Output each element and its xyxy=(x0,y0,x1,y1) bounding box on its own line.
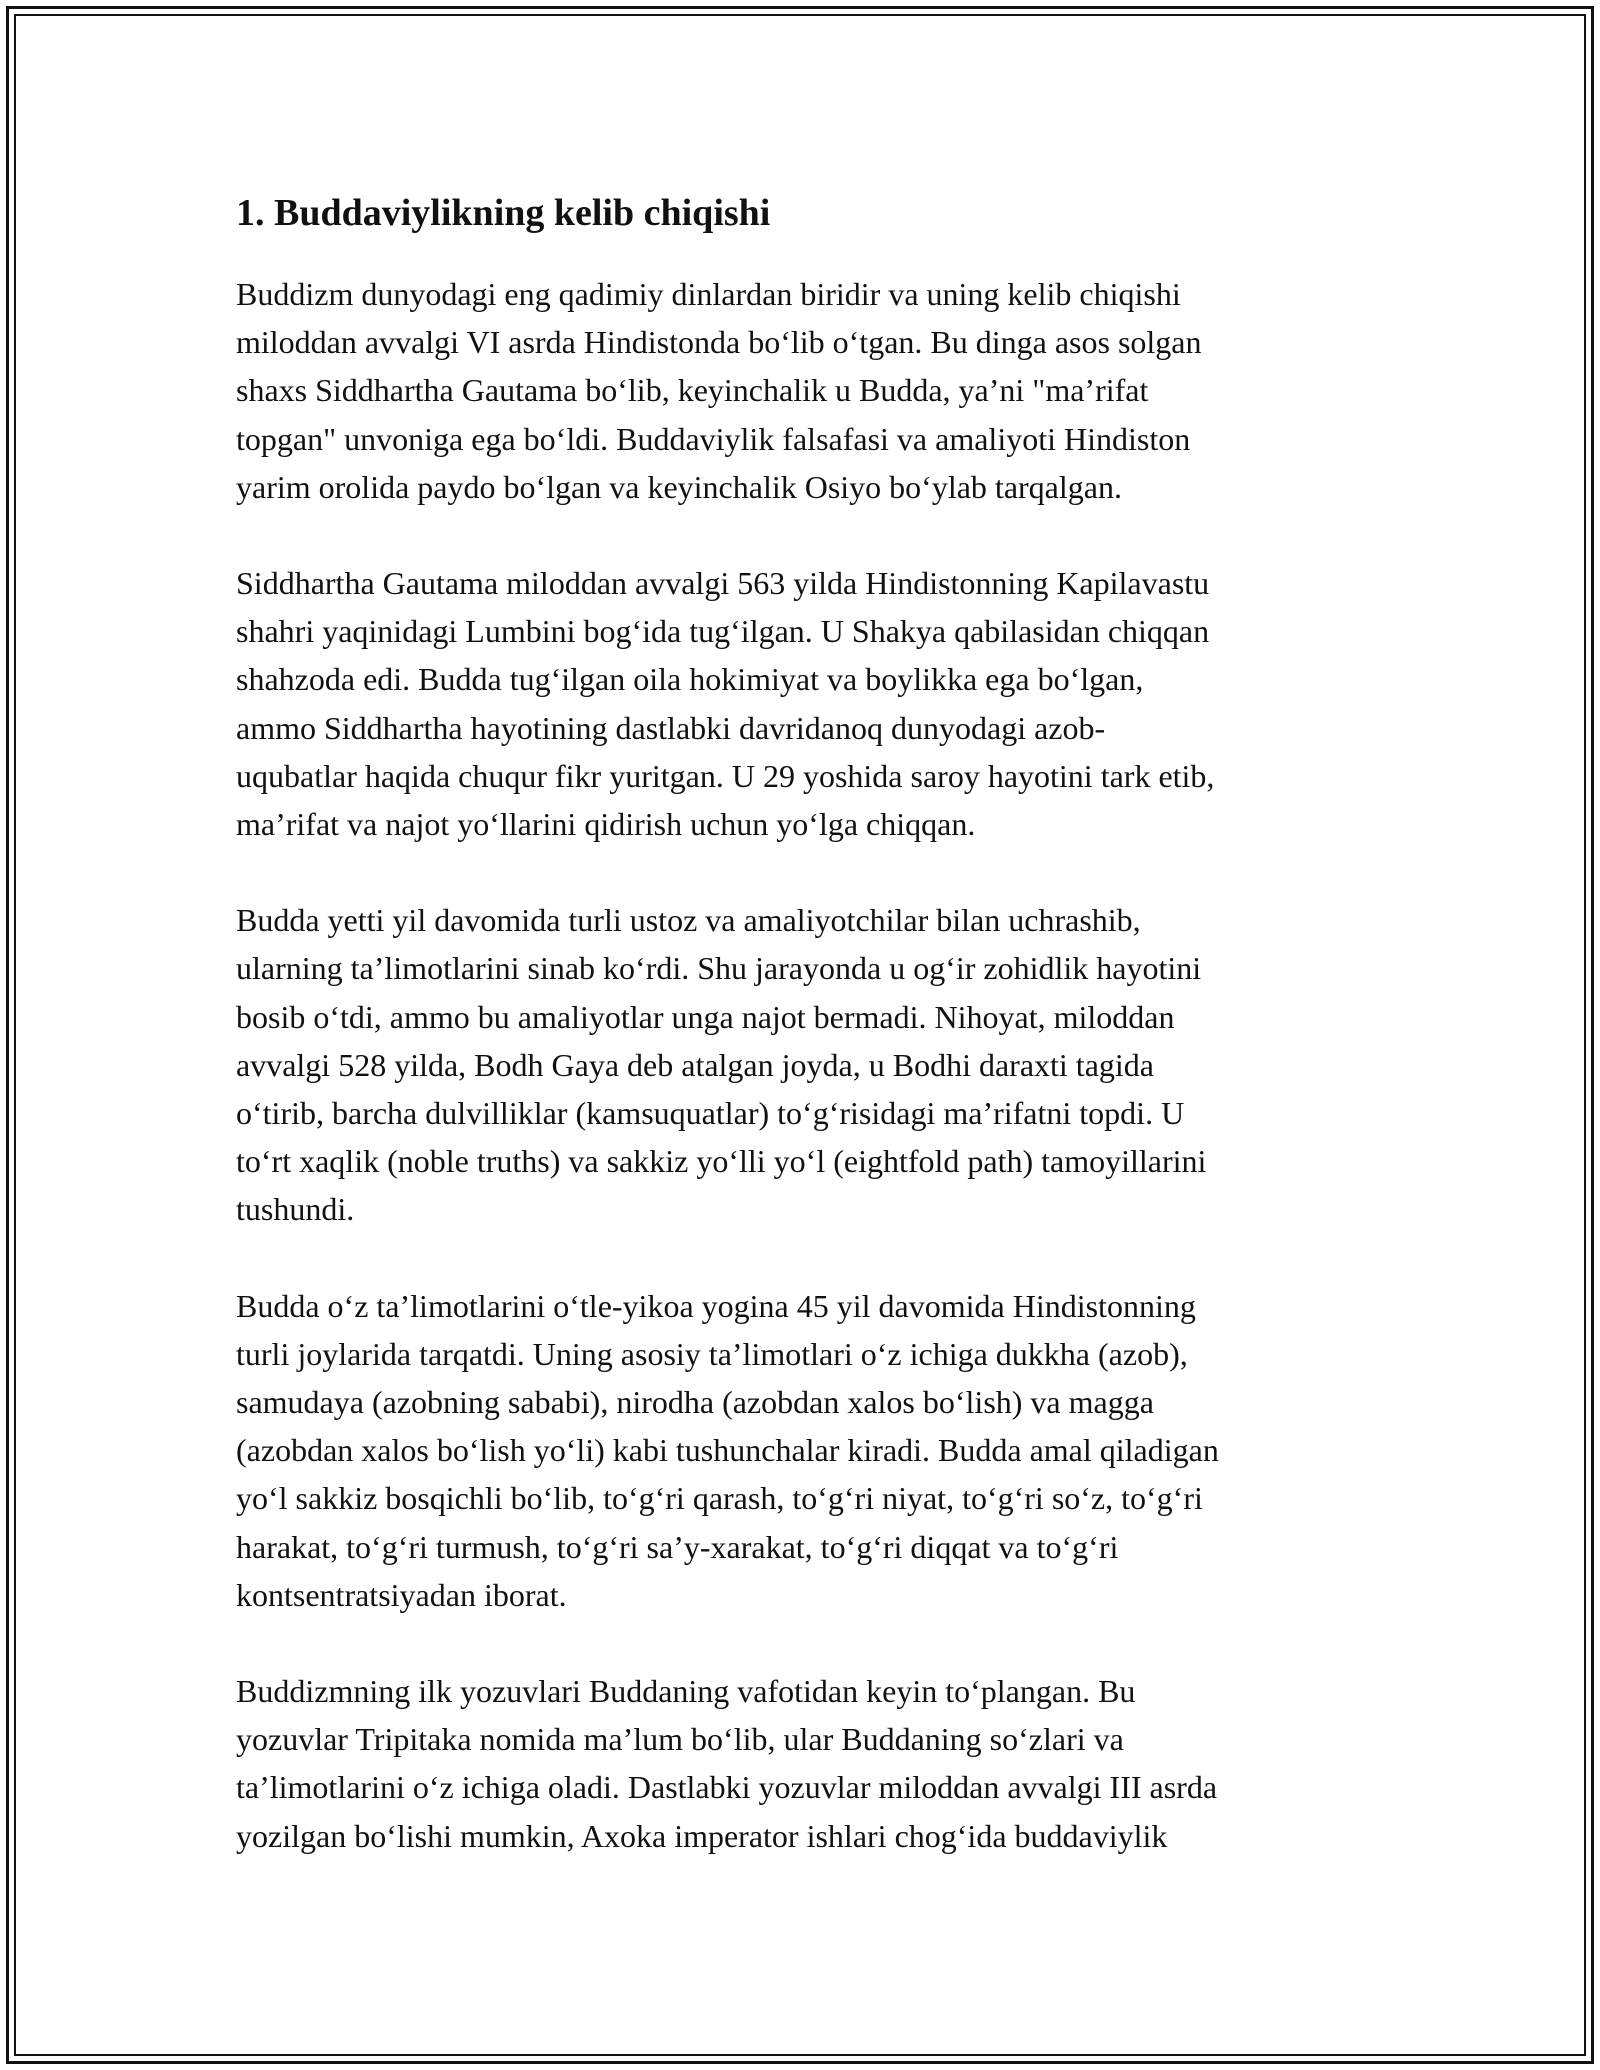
section-heading: 1. Buddaviylikning kelib chiqishi xyxy=(236,192,771,234)
paragraph-teachings: Budda o‘z ta’limotlarini o‘tle-yikoa yogina 45 yil davomida Hindistonning turli joylarida tarqatdi. Uning asosiy ta’limotlari o‘z ichiga dukkha (azob), samudaya (azobning sababi), nirodha (azobdan xalos bo‘lish) va magga (azobdan xalos bo‘lish yo‘li) kabi tushunchalar kiradi. Budda amal qiladigan yo‘l sakkiz bosqichli bo‘lib, to‘g‘ri qarash, to‘g‘ri niyat, to‘g‘ri so‘z, to‘g‘ri harakat, to‘g‘ri turmush, to‘g‘ri sa’y-xarakat, to‘g‘ri diqqat va to‘g‘ri kontsentratsiyadan iborat. xyxy=(236,1287,1219,1613)
paragraph-early-scriptures: Buddizmning ilk yozuvlari Buddaning vafotidan keyin to‘plangan. Bu yozuvlar Tripitaka nomida ma’lum bo‘lib, ular Buddaning so‘zlari va ta’limotlarini o‘z ichiga oladi. Dastlabki yozuvlar miloddan avvalgi III asrda yozilgan bo‘lishi mumkin, Axoka imperator ishlari chog‘ida buddaviylik xyxy=(236,1673,1218,1854)
paragraph-origin-intro: Buddizm dunyodagi eng qadimiy dinlardan biridir va uning kelib chiqishi miloddan avvalgi VI asrda Hindistonda bo‘lib o‘tgan. Bu dinga asos solgan shaxs Siddhartha Gautama bo‘lib, keyinchalik u Budda, ya’ni "ma’rifat topgan" unvoniga ega bo‘ldi. Buddaviylik falsafasi va amaliyoti Hindiston yarim orolida paydo bo‘lgan va keyinchalik Osiyo bo‘ylab tarqalgan. xyxy=(236,276,1202,505)
paragraph-siddhartha-birth: Siddhartha Gautama miloddan avvalgi 563 yilda Hindistonning Kapilavastu shahri yaqinidagi Lumbini bog‘ida tug‘ilgan. U Shakya qabilasidan chiqqan shahzoda edi. Budda tug‘ilgan oila hokimiyat va boylikka ega bo‘lgan, ammo Siddhartha hayotining dastlabki davridanoq dunyodagi azob- uqubatlar haqida chuqur fikr yuritgan. U 29 yoshida saroy hayotini tark etib, ma’rifat va najot yo‘llarini qidirish uchun yo‘lga chiqqan. xyxy=(236,565,1215,843)
document-body xyxy=(236,188,1366,1908)
paragraph-enlightenment: Budda yetti yil davomida turli ustoz va amaliyotchilar bilan uchrashib, ularning ta’limotlarini sinab ko‘rdi. Shu jarayonda u og‘ir zohidlik hayotini bosib o‘tdi, ammo bu amaliyotlar unga najot bermadi. Nihoyat, miloddan avvalgi 528 yilda, Bodh Gaya deb atalgan joyda, u Bodhi daraxti tagida o‘tirib, barcha dulvilliklar (kamsuquatlar) to‘g‘risidagi ma’rifatni topdi. U to‘rt xaqlik (noble truths) va sakkiz yo‘lli yo‘l (eightfold path) tamoyillarini tushundi. xyxy=(236,902,1207,1228)
